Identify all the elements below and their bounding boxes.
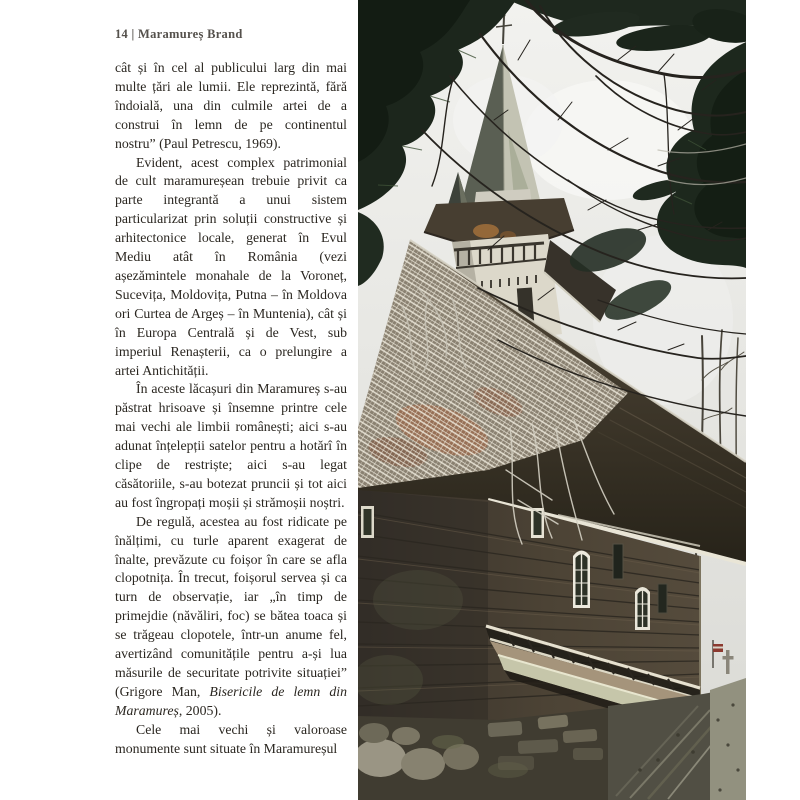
text-column	[115, 27, 347, 759]
body-text	[115, 59, 347, 759]
church-photo	[358, 0, 746, 800]
paragraph: Evident, acest complex patrimonial de cult maramureșean trebuie privit ca parte integrantă a unui sistem particularizat prin soluții constructive și arhitectonice locale, generat în Evul Mediu atât în România (vezi așezămintele monahale de la Voroneț, Sucevița, Moldovița, Putna – în Moldova ori Curtea de Argeș – în Muntenia), cât și în Europa Centrală și de Vest, sub imperiul Renașterii, ca o prelungire a artei Antichității.	[115, 154, 347, 378]
stone-foundation	[358, 708, 608, 800]
paragraph: De regulă, acestea au fost ridicate pe înălțimi, cu turle aparent exagerat de înalte, prevăzute cu foișor în care se afla clopotnița. În trecut, foișorul servea și ca turn de observație, iar „în timp de primejdie (năvăliri, foc) se bătea toaca și se trăgeau clopotele, într-un anume fel, avertizând comunitățile pentru a-și lua măsurile de securitate potrivite situației” (Grigore Man, Bisericile de lemn din Maramureș, 2005).	[115, 513, 347, 718]
running-header: 14 | Maramureș Brand	[115, 27, 243, 41]
paragraph: Cele mai vechi și valoroase monumente sunt situate în Maramureșul	[115, 721, 347, 756]
church-photo-art	[358, 0, 746, 800]
paragraph: cât și în cel al publicului larg din mai multe țări ale lumii. Ele reprezintă, fără îndoială, una din culmile artei de a construi în lemn de pe continentul nostru” (Paul Petrescu, 1969).	[115, 60, 347, 151]
paragraph: În aceste lăcașuri din Maramureș s-au păstrat hrisoave și însemne printre cele mai vechi ale limbii românești; aici s-au adunat înțelepții satelor pentru a hotărî în clipe de restriște; aici s-au legat căsătoriile, s-au botezat pruncii și tot aici au fost îngropați moșii și strămoșii noștri.	[115, 381, 347, 510]
